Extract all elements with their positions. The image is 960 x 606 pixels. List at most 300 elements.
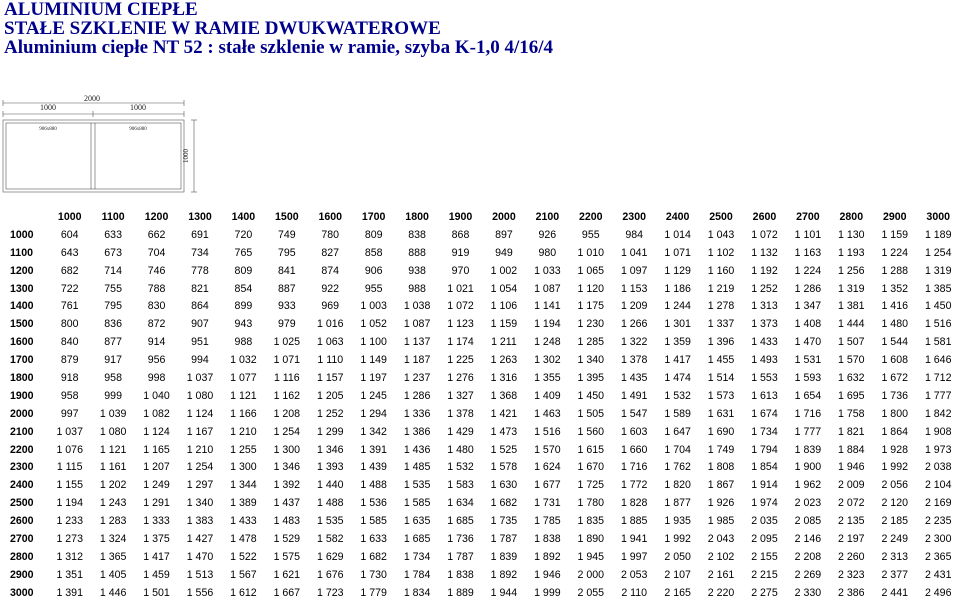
price-cell: 1 647 [664, 425, 691, 438]
width-header-row [0, 208, 960, 226]
price-cell: 780 [321, 228, 340, 241]
table-row [0, 315, 960, 333]
price-cell: 1 864 [881, 425, 908, 438]
price-cell: 1 450 [924, 300, 952, 313]
price-cell: 868 [451, 228, 470, 241]
price-cell: 2 441 [881, 586, 908, 599]
width-header-cell: 1700 [361, 210, 386, 223]
width-header-cell: 1200 [144, 210, 169, 223]
price-cell: 1 233 [56, 515, 83, 528]
table-row [0, 494, 960, 512]
price-cell: 999 [104, 389, 122, 402]
price-cell: 1 243 [99, 497, 127, 510]
price-cell: 1 040 [143, 389, 170, 402]
height-header-cell: 1300 [10, 282, 34, 295]
table-row [0, 333, 960, 351]
price-cell: 2 365 [924, 550, 952, 563]
price-cell: 877 [104, 336, 122, 349]
price-cell: 1 573 [707, 389, 735, 402]
price-cell: 2 165 [664, 586, 691, 599]
price-cell: 1 347 [794, 300, 822, 313]
price-cell: 1 076 [56, 443, 83, 456]
price-cell: 1 885 [620, 515, 648, 528]
height-header-cell: 2100 [10, 425, 34, 438]
price-cell: 958 [104, 371, 122, 384]
price-cell: 1 613 [751, 389, 778, 402]
width-header-cell: 2100 [535, 210, 560, 223]
price-cell: 1 322 [620, 336, 648, 349]
price-cell: 899 [234, 300, 253, 313]
width-header-cell: 1600 [318, 210, 343, 223]
price-cell: 1 165 [143, 443, 170, 456]
table-row [0, 584, 960, 602]
price-cell: 1 585 [360, 515, 387, 528]
price-cell: 2 496 [924, 586, 952, 599]
price-cell: 749 [277, 228, 296, 241]
price-cell: 943 [234, 318, 253, 331]
price-cell: 1 417 [664, 354, 691, 367]
height-header-cell: 1000 [10, 228, 34, 241]
price-cell: 1 834 [403, 586, 431, 599]
price-cell: 1 409 [534, 389, 561, 402]
price-cell: 1 731 [534, 497, 561, 510]
price-cell: 969 [321, 300, 340, 313]
width-header-cell: 1400 [231, 210, 256, 223]
price-cell: 1 838 [534, 532, 561, 545]
price-cell: 997 [60, 407, 79, 420]
price-cell: 1 319 [924, 264, 952, 277]
price-cell: 2 260 [838, 550, 865, 563]
price-cell: 1 273 [56, 532, 83, 545]
height-header-cell: 1800 [10, 371, 34, 384]
price-cell: 2 300 [924, 532, 952, 545]
price-cell: 1 208 [273, 407, 301, 420]
table-row [0, 512, 960, 530]
price-cell: 1 629 [316, 550, 344, 563]
price-cell: 1 808 [707, 461, 735, 474]
price-cell: 1 032 [230, 354, 257, 367]
price-cell: 1 690 [707, 425, 735, 438]
width-header-cell: 1000 [57, 210, 82, 223]
table-row [0, 530, 960, 548]
price-cell: 1 677 [534, 479, 561, 492]
price-cell: 1 455 [707, 354, 735, 367]
price-cell: 2 120 [881, 497, 908, 510]
document-title: ALUMINIUM CIEPŁE [4, 0, 198, 20]
price-cell: 1 884 [838, 443, 865, 456]
price-cell: 1 772 [620, 479, 648, 492]
price-cell: 1 439 [360, 461, 387, 474]
height-header-cell: 2500 [10, 497, 34, 510]
price-cell: 1 593 [794, 371, 822, 384]
price-cell: 1 944 [490, 586, 518, 599]
width-header-cell: 2700 [796, 210, 820, 223]
price-cell: 2 000 [577, 568, 605, 581]
price-cell: 1 529 [273, 532, 301, 545]
width-header-cell: 2400 [665, 210, 690, 223]
price-cell: 1 285 [577, 336, 605, 349]
outer-frame [3, 120, 184, 192]
price-cell: 1 141 [534, 300, 561, 313]
price-cell: 919 [451, 246, 470, 259]
price-cell: 1 121 [99, 443, 127, 456]
price-cell: 1 478 [230, 532, 257, 545]
price-cell: 1 603 [620, 425, 648, 438]
price-cell: 1 749 [707, 443, 735, 456]
price-cell: 1 166 [230, 407, 257, 420]
price-cell: 1 025 [273, 336, 301, 349]
table-row [0, 548, 960, 566]
price-cell: 1 102 [707, 246, 735, 259]
width-header-cell: 2200 [578, 210, 603, 223]
price-cell: 788 [147, 282, 166, 295]
price-cell: 1 087 [534, 282, 561, 295]
price-cell: 1 123 [447, 318, 474, 331]
price-cell: 949 [495, 246, 513, 259]
price-cell: 1 392 [273, 479, 301, 492]
price-cell: 1 488 [360, 479, 387, 492]
price-cell: 1 405 [99, 568, 127, 581]
price-cell: 956 [147, 354, 166, 367]
price-cell: 2 055 [577, 586, 605, 599]
price-cell: 1 153 [620, 282, 648, 295]
price-cell: 1 041 [620, 246, 648, 259]
document-subtitle: STAŁE SZKLENIE W RAMIE DWUKWATEROWE [4, 18, 441, 39]
price-cell: 1 417 [143, 550, 170, 563]
price-cell: 809 [364, 228, 383, 241]
price-cell: 1 365 [99, 550, 127, 563]
price-cell: 1 787 [447, 550, 474, 563]
price-cell: 1 463 [534, 407, 561, 420]
price-cell: 1 999 [534, 586, 561, 599]
price-cell: 1 734 [403, 550, 431, 563]
price-cell: 1 340 [186, 497, 214, 510]
width-header-cell: 2900 [882, 210, 907, 223]
table-row [0, 387, 960, 405]
height-header-cell: 1700 [10, 354, 34, 367]
price-cell: 2 155 [751, 550, 778, 563]
price-cell: 1 433 [751, 336, 778, 349]
price-cell: 2 043 [707, 532, 735, 545]
price-cell: 1 163 [794, 246, 822, 259]
width-header-cell: 2600 [752, 210, 777, 223]
price-cell: 1 299 [316, 425, 344, 438]
price-cell: 1 254 [924, 246, 952, 259]
price-cell: 1 416 [881, 300, 908, 313]
price-cell: 734 [191, 246, 209, 259]
price-cell: 1 120 [577, 282, 605, 295]
right-width-label: 1000 [130, 103, 146, 112]
price-cell: 2 056 [881, 479, 908, 492]
price-cell: 994 [191, 354, 209, 367]
price-cell: 1 480 [447, 443, 474, 456]
price-cell: 1 054 [490, 282, 518, 295]
price-cell: 720 [234, 228, 253, 241]
table-row [0, 423, 960, 441]
price-cell: 1 106 [490, 300, 518, 313]
price-cell: 1 704 [664, 443, 691, 456]
table-row [0, 244, 960, 262]
price-cell: 1 436 [403, 443, 431, 456]
corner-cell [0, 208, 48, 226]
price-cell: 1 065 [577, 264, 605, 277]
price-cell: 1 838 [447, 568, 474, 581]
price-cell: 1 210 [186, 443, 214, 456]
price-cell: 2 313 [881, 550, 908, 563]
price-cell: 746 [147, 264, 166, 277]
price-cell: 1 514 [707, 371, 735, 384]
price-cell: 1 892 [490, 568, 518, 581]
price-cell: 1 237 [403, 371, 431, 384]
price-cell: 988 [408, 282, 426, 295]
price-cell: 1 962 [794, 479, 822, 492]
price-cell: 1 137 [403, 336, 431, 349]
price-cell: 1 621 [273, 568, 301, 581]
price-cell: 1 736 [881, 389, 908, 402]
price-cell: 1 391 [56, 586, 83, 599]
price-cell: 1 355 [534, 371, 561, 384]
price-cell: 714 [104, 264, 122, 277]
price-cell: 917 [104, 354, 122, 367]
price-cell: 2 185 [881, 515, 908, 528]
price-cell: 914 [147, 336, 166, 349]
price-cell: 1 612 [230, 586, 257, 599]
height-header-cell: 1200 [10, 264, 34, 277]
table-row [0, 476, 960, 494]
price-cell: 854 [234, 282, 253, 295]
price-cell: 1 266 [620, 318, 648, 331]
price-cell: 1 660 [620, 443, 648, 456]
price-cell: 755 [104, 282, 122, 295]
price-cell: 1 396 [707, 336, 735, 349]
price-cell: 1 682 [360, 550, 387, 563]
width-header-cell: 1100 [101, 210, 125, 223]
price-cell: 2 009 [838, 479, 865, 492]
price-cell: 1 762 [664, 461, 691, 474]
price-cell: 1 973 [924, 443, 952, 456]
price-cell: 951 [191, 336, 209, 349]
price-cell: 1 633 [360, 532, 387, 545]
price-cell: 2 161 [707, 568, 735, 581]
price-cell: 1 632 [838, 371, 865, 384]
price-cell: 1 115 [56, 461, 83, 474]
price-cell: 1 336 [403, 407, 431, 420]
price-cell: 1 116 [273, 371, 300, 384]
price-cell: 1 249 [143, 479, 170, 492]
price-cell: 2 110 [621, 586, 648, 599]
price-cell: 1 378 [447, 407, 474, 420]
price-cell: 1 945 [577, 550, 605, 563]
price-cell: 1 531 [794, 354, 822, 367]
price-cell: 836 [104, 318, 122, 331]
price-cell: 979 [277, 318, 296, 331]
price-cell: 2 275 [751, 586, 778, 599]
width-header-cell: 2000 [492, 210, 516, 223]
price-cell: 795 [277, 246, 296, 259]
price-cell: 1 570 [534, 443, 561, 456]
price-cell: 1 132 [751, 246, 778, 259]
price-cell: 1 780 [577, 497, 605, 510]
price-cell: 1 507 [838, 336, 865, 349]
price-cell: 1 319 [838, 282, 865, 295]
price-cell: 643 [60, 246, 79, 259]
price-cell: 1 252 [316, 407, 344, 420]
price-cell: 795 [104, 300, 122, 313]
price-cell: 1 946 [534, 568, 561, 581]
price-cell: 1 210 [230, 425, 257, 438]
price-cell: 1 842 [924, 407, 952, 420]
price-cell: 1 160 [707, 264, 735, 277]
price-cell: 809 [234, 264, 253, 277]
price-cell: 1 435 [620, 371, 648, 384]
price-cell: 1 288 [881, 264, 908, 277]
price-cell: 1 535 [403, 479, 431, 492]
price-cell: 1 935 [664, 515, 691, 528]
price-cell: 1 734 [751, 425, 778, 438]
price-cell: 2 235 [924, 515, 952, 528]
price-cell: 1 941 [620, 532, 648, 545]
price-cell: 2 146 [794, 532, 822, 545]
price-cell: 1 205 [316, 389, 344, 402]
price-cell: 1 224 [881, 246, 908, 259]
width-header-cell: 2300 [622, 210, 646, 223]
price-cell: 1 536 [360, 497, 387, 510]
price-cell: 1 302 [534, 354, 561, 367]
height-header-cell: 2700 [10, 532, 34, 545]
price-cell: 1 730 [360, 568, 387, 581]
price-cell: 1 194 [534, 318, 561, 331]
height-header-cell: 2000 [10, 407, 34, 420]
price-cell: 1 516 [924, 318, 952, 331]
height-header-cell: 2200 [10, 443, 34, 456]
width-header-cell: 2800 [839, 210, 864, 223]
price-cell: 1 187 [403, 354, 431, 367]
price-cell: 1 682 [490, 497, 518, 510]
price-cell: 722 [60, 282, 79, 295]
price-cell: 1 080 [99, 425, 127, 438]
price-cell: 1 189 [924, 228, 952, 241]
price-cell: 1 337 [707, 318, 735, 331]
price-cell: 1 248 [534, 336, 561, 349]
price-cell: 1 393 [316, 461, 344, 474]
price-cell: 2 386 [838, 586, 865, 599]
price-cell: 1 209 [620, 300, 648, 313]
price-cell: 2 197 [838, 532, 865, 545]
price-cell: 2 169 [924, 497, 952, 510]
price-cell: 1 735 [490, 515, 518, 528]
height-header-cell: 1100 [10, 246, 33, 259]
price-cell: 1 286 [794, 282, 822, 295]
price-cell: 858 [364, 246, 383, 259]
width-header-cell: 3000 [926, 210, 950, 223]
price-cell: 1 794 [751, 443, 778, 456]
price-cell: 1 440 [316, 479, 344, 492]
price-cell: 1 821 [838, 425, 865, 438]
price-cell: 2 072 [838, 497, 865, 510]
price-cell: 761 [60, 300, 79, 313]
price-cell: 1 892 [534, 550, 561, 563]
price-cell: 2 323 [838, 568, 865, 581]
price-cell: 1 121 [230, 389, 257, 402]
price-cell: 1 674 [751, 407, 778, 420]
price-cell: 1 254 [273, 425, 301, 438]
price-cell: 988 [234, 336, 253, 349]
price-cell: 1 161 [99, 461, 127, 474]
price-cell: 1 224 [794, 264, 822, 277]
price-cell: 1 014 [664, 228, 691, 241]
price-cell: 955 [364, 282, 383, 295]
window-frame-drawing [0, 92, 200, 197]
price-cell: 1 155 [56, 479, 83, 492]
price-cell: 1 583 [447, 479, 474, 492]
price-cell: 1 254 [186, 461, 214, 474]
price-cell: 1 389 [230, 497, 257, 510]
price-cell: 1 256 [838, 264, 865, 277]
price-cell: 1 263 [490, 354, 518, 367]
price-cell: 765 [234, 246, 253, 259]
price-cell: 1 039 [99, 407, 127, 420]
price-cell: 2 038 [924, 461, 952, 474]
price-cell: 926 [538, 228, 557, 241]
price-cell: 1 300 [230, 461, 257, 474]
price-cell: 1 021 [447, 282, 474, 295]
price-cell: 1 779 [360, 586, 387, 599]
price-cell: 1 513 [186, 568, 214, 581]
price-cell: 1 695 [838, 389, 865, 402]
height-header-cell: 1900 [10, 389, 34, 402]
price-cell: 1 525 [490, 443, 518, 456]
price-cell: 1 300 [273, 443, 301, 456]
price-cell: 1 097 [620, 264, 648, 277]
height-header-cell: 1400 [10, 300, 34, 313]
price-cell: 1 839 [794, 443, 822, 456]
price-cell: 841 [277, 264, 296, 277]
price-cell: 1 450 [577, 389, 605, 402]
price-cell: 2 107 [664, 568, 691, 581]
price-cell: 1 784 [403, 568, 431, 581]
price-cell: 2 330 [794, 586, 822, 599]
price-cell: 1 207 [143, 461, 170, 474]
price-cell: 2 104 [924, 479, 952, 492]
price-cell: 1 444 [838, 318, 865, 331]
price-cell: 1 631 [707, 407, 735, 420]
price-cell: 1 758 [838, 407, 865, 420]
price-cell: 830 [147, 300, 166, 313]
price-cell: 800 [60, 318, 79, 331]
price-cell: 938 [408, 264, 426, 277]
price-cell: 874 [321, 264, 340, 277]
price-cell: 1 470 [794, 336, 822, 349]
price-cell: 1 725 [577, 479, 605, 492]
price-cell: 1 547 [620, 407, 648, 420]
price-cell: 1 087 [403, 318, 431, 331]
price-cell: 1 581 [924, 336, 952, 349]
price-cell: 1 301 [664, 318, 691, 331]
height-header-cell: 3000 [10, 586, 34, 599]
price-cell: 1 646 [924, 354, 952, 367]
table-row [0, 566, 960, 584]
price-cell: 1 820 [664, 479, 691, 492]
price-cell: 1 159 [881, 228, 908, 241]
price-cell: 1 946 [838, 461, 865, 474]
price-cell: 1 985 [707, 515, 735, 528]
price-cell: 2 215 [751, 568, 778, 581]
width-header-cell: 1500 [275, 210, 299, 223]
price-cell: 778 [191, 264, 209, 277]
price-cell: 1 333 [143, 515, 170, 528]
price-cell: 2 135 [838, 515, 865, 528]
price-cell: 1 297 [186, 479, 214, 492]
